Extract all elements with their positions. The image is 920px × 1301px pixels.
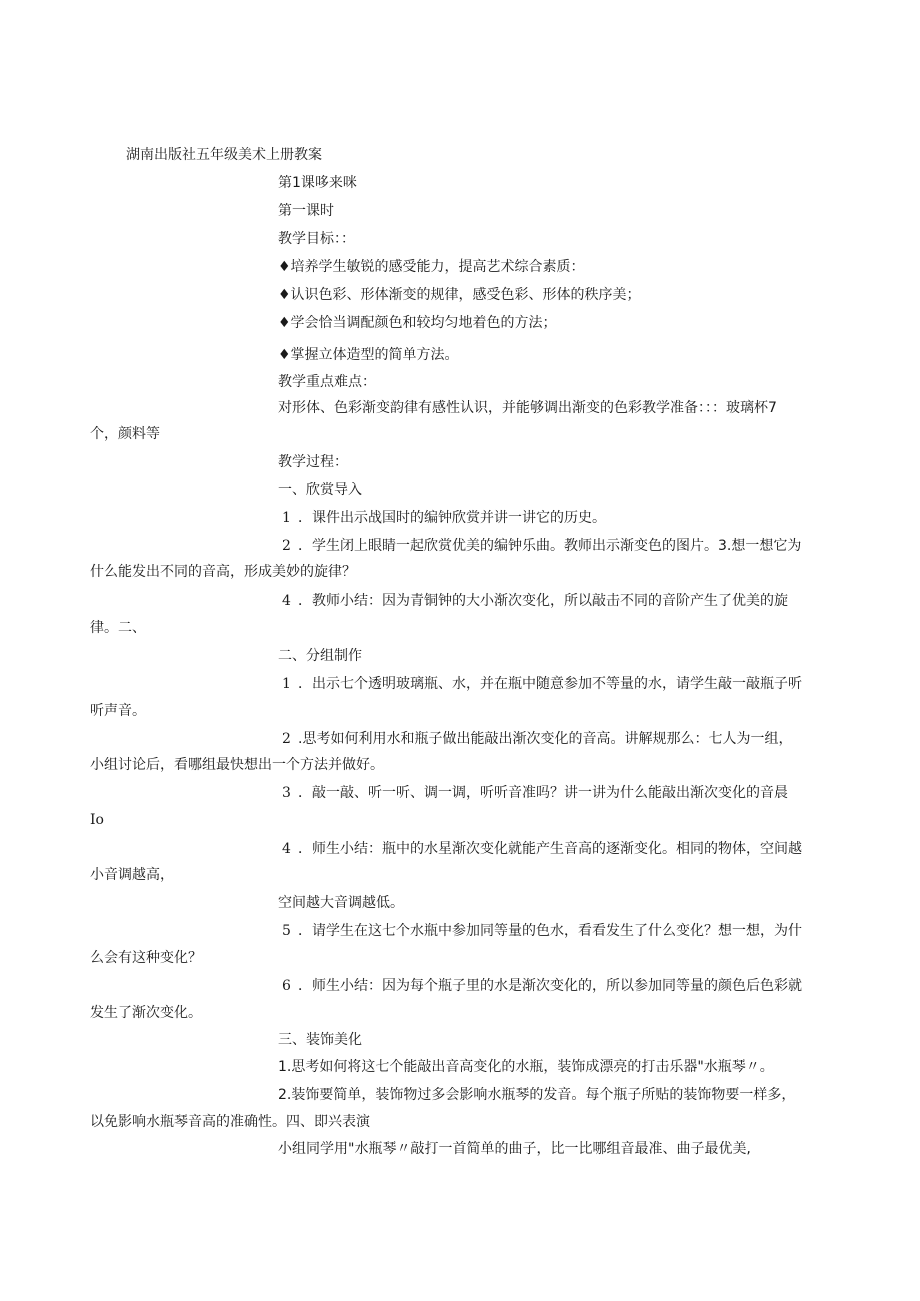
objective-item: ♦掌握立体造型的简单方法。	[278, 347, 459, 363]
objective-item: ♦认识色彩、形体渐变的规律，感受色彩、形体的秩序美；	[278, 287, 641, 303]
step-text: .思考如何利用水和瓶子做出能敲出渐次变化的音高。讲解规那么：七人为一组，	[298, 731, 793, 747]
step-text-cont: 听声音。	[90, 703, 146, 719]
step-text: 2.装饰要简单，装饰物过多会影响水瓶琴的发音。每个瓶子所贴的装饰物要一样多，	[278, 1087, 796, 1103]
objective-item: ♦培养学生敏锐的感受能力，提高艺术综合素质：	[278, 259, 585, 275]
key-points-heading: 教学重点难点：	[278, 374, 376, 390]
key-points-text-cont: 个，颜料等	[90, 426, 160, 442]
step-number: 1	[282, 510, 291, 526]
step-number: 3	[282, 785, 291, 801]
step-number: 4	[282, 841, 291, 857]
step-text-cont: 什么能发出不同的音高，形成美妙的旋律？	[90, 564, 356, 580]
step-text: ．师生小结：因为每个瓶子里的水是渐次变化的，所以参加同等量的颜色后色彩就	[298, 978, 802, 994]
step-number: 6	[282, 978, 291, 994]
objectives-heading: 教学目标：：	[278, 231, 355, 247]
step-number: 2	[282, 731, 291, 747]
lesson-title: 第1课哆来咪	[278, 175, 357, 191]
step-text-cont: Io	[90, 812, 104, 828]
step-text-cont: 小音调越高，	[90, 867, 174, 883]
section-heading: 三、装饰美化	[278, 1032, 362, 1048]
step-text-cont: 小组讨论后，看哪组最快想出一个方法并做好。	[90, 757, 384, 773]
step-text-cont: 律。二、	[90, 620, 146, 636]
objective-item: ♦学会恰当调配颜色和较均匀地着色的方法；	[278, 315, 557, 331]
step-text: 1.思考如何将这七个能敲出音高变化的水瓶，装饰成漂亮的打击乐器"水瓶琴〃。	[278, 1059, 774, 1075]
step-text-cont: 发生了渐次变化。	[90, 1005, 202, 1021]
step-text: ．师生小结：瓶中的水星渐次变化就能产生音高的逐渐变化。相同的物体，空间越	[298, 841, 802, 857]
step-text: ．课件出示战国时的编钟欣赏并讲一讲它的历史。	[298, 510, 606, 526]
step-text: ．请学生在这七个水瓶中参加同等量的色水，看看发生了什么变化？想一想，为什	[298, 923, 802, 939]
step-text: ．出示七个透明玻璃瓶、水，并在瓶中随意参加不等量的水，请学生敲一敲瓶子听	[298, 676, 802, 692]
step-text: 小组同学用"水瓶琴〃敲打一首简单的曲子，比一比哪组音最准、曲子最优美,	[278, 1141, 751, 1157]
step-text-cont: 空间越大音调越低。	[278, 895, 404, 911]
step-number: 2	[282, 538, 291, 554]
step-number: 1	[282, 676, 291, 692]
section-heading: 二、分组制作	[278, 648, 362, 664]
process-heading: 教学过程：	[278, 454, 348, 470]
step-text: ．教师小结：因为青铜钟的大小渐次变化，所以敲击不同的音阶产生了优美的旋	[298, 593, 788, 609]
step-text: ．学生闭上眼睛一起欣赏优美的编钟乐曲。教师出示渐变色的图片。3.想一想它为	[298, 538, 802, 554]
step-text-cont: 么会有这种变化？	[90, 950, 202, 966]
period-label: 第一课时	[278, 203, 334, 219]
doc-header: 湖南出版社五年级美术上册教案	[126, 147, 322, 163]
step-text: ．敲一敲、听一听、调一调，听听音准吗？讲一讲为什么能敲出渐次变化的音晨	[298, 785, 788, 801]
key-points-text: 对形体、色彩渐变韵律有感性认识，并能够调出渐变的色彩教学准备：：：玻璃杯7	[278, 400, 777, 416]
step-text-cont: 以免影响水瓶琴音高的准确性。四、即兴表演	[90, 1114, 370, 1130]
section-heading: 一、欣赏导入	[278, 482, 362, 498]
step-number: 4	[282, 593, 291, 609]
step-number: 5	[282, 923, 291, 939]
